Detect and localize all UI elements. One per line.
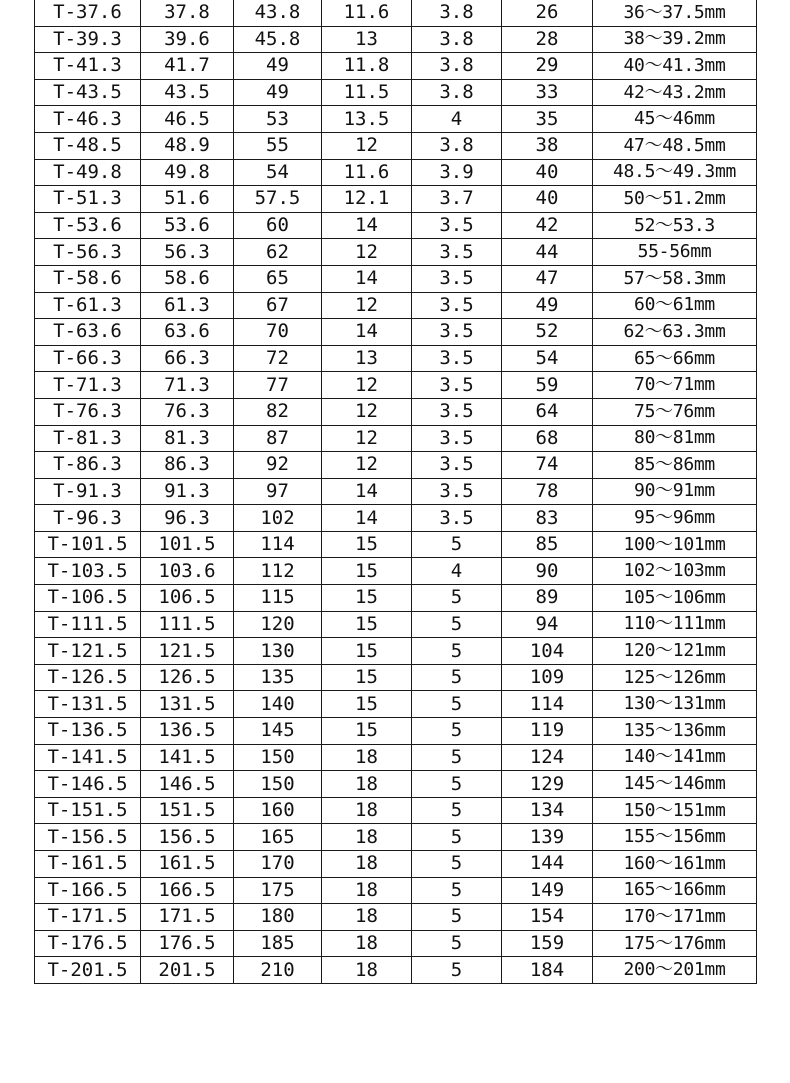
- table-row: [35, 372, 757, 399]
- thickness-cell: 5: [412, 930, 502, 957]
- model-cell: T-48.5: [35, 132, 141, 159]
- thickness-cell: 3.5: [412, 425, 502, 452]
- spec-table: [34, 0, 757, 984]
- model-cell: T-106.5: [35, 585, 141, 612]
- range-cell: 170～171mm: [593, 904, 757, 931]
- table-row: [35, 398, 757, 425]
- size-cell: 83: [502, 505, 593, 532]
- inner-diameter-cell: 161.5: [141, 851, 234, 878]
- outer-diameter-cell: 72: [234, 345, 322, 372]
- model-cell: T-46.3: [35, 106, 141, 133]
- range-cell: 135～136mm: [593, 718, 757, 745]
- thickness-cell: 3.9: [412, 159, 502, 186]
- inner-diameter-cell: 53.6: [141, 212, 234, 239]
- model-cell: T-103.5: [35, 558, 141, 585]
- thickness-cell: 5: [412, 611, 502, 638]
- model-cell: T-37.6: [35, 0, 141, 26]
- outer-diameter-cell: 160: [234, 797, 322, 824]
- width-cell: 18: [322, 824, 412, 851]
- thickness-cell: 3.8: [412, 0, 502, 26]
- range-cell: 36～37.5mm: [593, 0, 757, 26]
- inner-diameter-cell: 71.3: [141, 372, 234, 399]
- inner-diameter-cell: 176.5: [141, 930, 234, 957]
- model-cell: T-41.3: [35, 53, 141, 80]
- size-cell: 154: [502, 904, 593, 931]
- inner-diameter-cell: 166.5: [141, 877, 234, 904]
- range-cell: 120～121mm: [593, 638, 757, 665]
- inner-diameter-cell: 126.5: [141, 664, 234, 691]
- range-cell: 95～96mm: [593, 505, 757, 532]
- model-cell: T-161.5: [35, 851, 141, 878]
- range-cell: 62～63.3mm: [593, 319, 757, 346]
- outer-diameter-cell: 82: [234, 398, 322, 425]
- table-row: [35, 79, 757, 106]
- thickness-cell: 5: [412, 744, 502, 771]
- size-cell: 54: [502, 345, 593, 372]
- width-cell: 15: [322, 585, 412, 612]
- inner-diameter-cell: 91.3: [141, 478, 234, 505]
- size-cell: 40: [502, 159, 593, 186]
- range-cell: 70～71mm: [593, 372, 757, 399]
- outer-diameter-cell: 115: [234, 585, 322, 612]
- range-cell: 40～41.3mm: [593, 53, 757, 80]
- model-cell: T-136.5: [35, 718, 141, 745]
- outer-diameter-cell: 57.5: [234, 186, 322, 213]
- model-cell: T-39.3: [35, 26, 141, 53]
- model-cell: T-111.5: [35, 611, 141, 638]
- size-cell: 114: [502, 691, 593, 718]
- model-cell: T-126.5: [35, 664, 141, 691]
- range-cell: 150～151mm: [593, 797, 757, 824]
- range-cell: 160～161mm: [593, 851, 757, 878]
- thickness-cell: 3.5: [412, 212, 502, 239]
- thickness-cell: 5: [412, 638, 502, 665]
- width-cell: 13: [322, 345, 412, 372]
- thickness-cell: 5: [412, 904, 502, 931]
- model-cell: T-81.3: [35, 425, 141, 452]
- width-cell: 12: [322, 452, 412, 479]
- inner-diameter-cell: 146.5: [141, 771, 234, 798]
- thickness-cell: 3.5: [412, 478, 502, 505]
- outer-diameter-cell: 165: [234, 824, 322, 851]
- thickness-cell: 3.5: [412, 452, 502, 479]
- size-cell: 144: [502, 851, 593, 878]
- thickness-cell: 5: [412, 771, 502, 798]
- width-cell: 15: [322, 638, 412, 665]
- size-cell: 35: [502, 106, 593, 133]
- inner-diameter-cell: 61.3: [141, 292, 234, 319]
- thickness-cell: 5: [412, 691, 502, 718]
- outer-diameter-cell: 55: [234, 132, 322, 159]
- range-cell: 130～131mm: [593, 691, 757, 718]
- size-cell: 109: [502, 664, 593, 691]
- size-cell: 89: [502, 585, 593, 612]
- width-cell: 18: [322, 877, 412, 904]
- inner-diameter-cell: 76.3: [141, 398, 234, 425]
- range-cell: 140～141mm: [593, 744, 757, 771]
- range-cell: 102～103mm: [593, 558, 757, 585]
- width-cell: 15: [322, 691, 412, 718]
- outer-diameter-cell: 120: [234, 611, 322, 638]
- range-cell: 75～76mm: [593, 398, 757, 425]
- range-cell: 90～91mm: [593, 478, 757, 505]
- thickness-cell: 3.5: [412, 239, 502, 266]
- table-row: [35, 611, 757, 638]
- inner-diameter-cell: 37.8: [141, 0, 234, 26]
- size-cell: 90: [502, 558, 593, 585]
- size-cell: 159: [502, 930, 593, 957]
- size-cell: 52: [502, 319, 593, 346]
- model-cell: T-96.3: [35, 505, 141, 532]
- model-cell: T-201.5: [35, 957, 141, 984]
- width-cell: 11.6: [322, 159, 412, 186]
- range-cell: 42～43.2mm: [593, 79, 757, 106]
- model-cell: T-61.3: [35, 292, 141, 319]
- size-cell: 85: [502, 531, 593, 558]
- model-cell: T-86.3: [35, 452, 141, 479]
- width-cell: 13: [322, 26, 412, 53]
- width-cell: 15: [322, 531, 412, 558]
- size-cell: 40: [502, 186, 593, 213]
- spec-table-body: [35, 0, 757, 983]
- outer-diameter-cell: 92: [234, 452, 322, 479]
- inner-diameter-cell: 41.7: [141, 53, 234, 80]
- thickness-cell: 3.5: [412, 372, 502, 399]
- range-cell: 175～176mm: [593, 930, 757, 957]
- table-row: [35, 930, 757, 957]
- thickness-cell: 3.5: [412, 345, 502, 372]
- thickness-cell: 5: [412, 851, 502, 878]
- thickness-cell: 5: [412, 664, 502, 691]
- thickness-cell: 5: [412, 531, 502, 558]
- thickness-cell: 4: [412, 558, 502, 585]
- width-cell: 14: [322, 478, 412, 505]
- width-cell: 14: [322, 505, 412, 532]
- model-cell: T-58.6: [35, 265, 141, 292]
- size-cell: 47: [502, 265, 593, 292]
- table-row: [35, 53, 757, 80]
- inner-diameter-cell: 86.3: [141, 452, 234, 479]
- outer-diameter-cell: 180: [234, 904, 322, 931]
- inner-diameter-cell: 131.5: [141, 691, 234, 718]
- width-cell: 15: [322, 664, 412, 691]
- model-cell: T-63.6: [35, 319, 141, 346]
- outer-diameter-cell: 145: [234, 718, 322, 745]
- outer-diameter-cell: 65: [234, 265, 322, 292]
- size-cell: 42: [502, 212, 593, 239]
- size-cell: 78: [502, 478, 593, 505]
- width-cell: 18: [322, 957, 412, 984]
- table-row: [35, 452, 757, 479]
- thickness-cell: 3.5: [412, 398, 502, 425]
- model-cell: T-56.3: [35, 239, 141, 266]
- range-cell: 48.5～49.3mm: [593, 159, 757, 186]
- size-cell: 44: [502, 239, 593, 266]
- inner-diameter-cell: 56.3: [141, 239, 234, 266]
- model-cell: T-76.3: [35, 398, 141, 425]
- table-row: [35, 292, 757, 319]
- model-cell: T-131.5: [35, 691, 141, 718]
- inner-diameter-cell: 106.5: [141, 585, 234, 612]
- range-cell: 165～166mm: [593, 877, 757, 904]
- range-cell: 155～156mm: [593, 824, 757, 851]
- range-cell: 60～61mm: [593, 292, 757, 319]
- width-cell: 11.8: [322, 53, 412, 80]
- table-row: [35, 664, 757, 691]
- size-cell: 94: [502, 611, 593, 638]
- inner-diameter-cell: 96.3: [141, 505, 234, 532]
- inner-diameter-cell: 46.5: [141, 106, 234, 133]
- table-row: [35, 585, 757, 612]
- width-cell: 15: [322, 718, 412, 745]
- table-row: [35, 132, 757, 159]
- model-cell: T-146.5: [35, 771, 141, 798]
- table-row: [35, 797, 757, 824]
- width-cell: 18: [322, 744, 412, 771]
- range-cell: 85～86mm: [593, 452, 757, 479]
- inner-diameter-cell: 66.3: [141, 345, 234, 372]
- outer-diameter-cell: 53: [234, 106, 322, 133]
- thickness-cell: 5: [412, 585, 502, 612]
- model-cell: T-121.5: [35, 638, 141, 665]
- range-cell: 45～46mm: [593, 106, 757, 133]
- model-cell: T-176.5: [35, 930, 141, 957]
- table-row: [35, 771, 757, 798]
- thickness-cell: 3.5: [412, 265, 502, 292]
- outer-diameter-cell: 43.8: [234, 0, 322, 26]
- inner-diameter-cell: 39.6: [141, 26, 234, 53]
- range-cell: 47～48.5mm: [593, 132, 757, 159]
- size-cell: 104: [502, 638, 593, 665]
- size-cell: 64: [502, 398, 593, 425]
- inner-diameter-cell: 151.5: [141, 797, 234, 824]
- width-cell: 12.1: [322, 186, 412, 213]
- thickness-cell: 5: [412, 957, 502, 984]
- inner-diameter-cell: 121.5: [141, 638, 234, 665]
- model-cell: T-151.5: [35, 797, 141, 824]
- size-cell: 149: [502, 877, 593, 904]
- size-cell: 59: [502, 372, 593, 399]
- width-cell: 12: [322, 398, 412, 425]
- table-row: [35, 744, 757, 771]
- width-cell: 15: [322, 558, 412, 585]
- table-row: [35, 558, 757, 585]
- range-cell: 55-56mm: [593, 239, 757, 266]
- range-cell: 50～51.2mm: [593, 186, 757, 213]
- model-cell: T-66.3: [35, 345, 141, 372]
- outer-diameter-cell: 77: [234, 372, 322, 399]
- width-cell: 14: [322, 319, 412, 346]
- inner-diameter-cell: 51.6: [141, 186, 234, 213]
- outer-diameter-cell: 150: [234, 744, 322, 771]
- model-cell: T-166.5: [35, 877, 141, 904]
- thickness-cell: 3.8: [412, 53, 502, 80]
- size-cell: 38: [502, 132, 593, 159]
- inner-diameter-cell: 101.5: [141, 531, 234, 558]
- model-cell: T-171.5: [35, 904, 141, 931]
- model-cell: T-49.8: [35, 159, 141, 186]
- inner-diameter-cell: 103.6: [141, 558, 234, 585]
- inner-diameter-cell: 48.9: [141, 132, 234, 159]
- inner-diameter-cell: 171.5: [141, 904, 234, 931]
- outer-diameter-cell: 70: [234, 319, 322, 346]
- outer-diameter-cell: 150: [234, 771, 322, 798]
- table-row: [35, 505, 757, 532]
- outer-diameter-cell: 210: [234, 957, 322, 984]
- width-cell: 12: [322, 239, 412, 266]
- table-row: [35, 345, 757, 372]
- model-cell: T-156.5: [35, 824, 141, 851]
- size-cell: 124: [502, 744, 593, 771]
- range-cell: 65～66mm: [593, 345, 757, 372]
- range-cell: 105～106mm: [593, 585, 757, 612]
- model-cell: T-53.6: [35, 212, 141, 239]
- inner-diameter-cell: 81.3: [141, 425, 234, 452]
- table-row: [35, 212, 757, 239]
- outer-diameter-cell: 54: [234, 159, 322, 186]
- size-cell: 68: [502, 425, 593, 452]
- width-cell: 12: [322, 372, 412, 399]
- range-cell: 80～81mm: [593, 425, 757, 452]
- table-row: [35, 239, 757, 266]
- size-cell: 139: [502, 824, 593, 851]
- width-cell: 14: [322, 212, 412, 239]
- width-cell: 11.6: [322, 0, 412, 26]
- size-cell: 29: [502, 53, 593, 80]
- outer-diameter-cell: 130: [234, 638, 322, 665]
- width-cell: 12: [322, 425, 412, 452]
- inner-diameter-cell: 141.5: [141, 744, 234, 771]
- size-cell: 74: [502, 452, 593, 479]
- table-row: [35, 531, 757, 558]
- size-cell: 26: [502, 0, 593, 26]
- outer-diameter-cell: 67: [234, 292, 322, 319]
- thickness-cell: 5: [412, 797, 502, 824]
- inner-diameter-cell: 43.5: [141, 79, 234, 106]
- outer-diameter-cell: 97: [234, 478, 322, 505]
- outer-diameter-cell: 140: [234, 691, 322, 718]
- thickness-cell: 3.7: [412, 186, 502, 213]
- width-cell: 18: [322, 930, 412, 957]
- inner-diameter-cell: 49.8: [141, 159, 234, 186]
- width-cell: 13.5: [322, 106, 412, 133]
- outer-diameter-cell: 114: [234, 531, 322, 558]
- outer-diameter-cell: 49: [234, 53, 322, 80]
- size-cell: 184: [502, 957, 593, 984]
- outer-diameter-cell: 45.8: [234, 26, 322, 53]
- table-row: [35, 904, 757, 931]
- thickness-cell: 3.5: [412, 505, 502, 532]
- table-row: [35, 851, 757, 878]
- table-row: [35, 186, 757, 213]
- outer-diameter-cell: 175: [234, 877, 322, 904]
- width-cell: 14: [322, 265, 412, 292]
- width-cell: 18: [322, 904, 412, 931]
- table-row: [35, 957, 757, 984]
- outer-diameter-cell: 102: [234, 505, 322, 532]
- thickness-cell: 3.5: [412, 292, 502, 319]
- size-cell: 119: [502, 718, 593, 745]
- range-cell: 38～39.2mm: [593, 26, 757, 53]
- outer-diameter-cell: 62: [234, 239, 322, 266]
- outer-diameter-cell: 49: [234, 79, 322, 106]
- outer-diameter-cell: 60: [234, 212, 322, 239]
- model-cell: T-91.3: [35, 478, 141, 505]
- table-row: [35, 0, 757, 26]
- width-cell: 18: [322, 797, 412, 824]
- thickness-cell: 5: [412, 824, 502, 851]
- thickness-cell: 3.5: [412, 319, 502, 346]
- inner-diameter-cell: 201.5: [141, 957, 234, 984]
- model-cell: T-51.3: [35, 186, 141, 213]
- outer-diameter-cell: 185: [234, 930, 322, 957]
- range-cell: 125～126mm: [593, 664, 757, 691]
- outer-diameter-cell: 112: [234, 558, 322, 585]
- inner-diameter-cell: 111.5: [141, 611, 234, 638]
- outer-diameter-cell: 87: [234, 425, 322, 452]
- model-cell: T-141.5: [35, 744, 141, 771]
- thickness-cell: 5: [412, 718, 502, 745]
- thickness-cell: 4: [412, 106, 502, 133]
- model-cell: T-71.3: [35, 372, 141, 399]
- inner-diameter-cell: 156.5: [141, 824, 234, 851]
- range-cell: 110～111mm: [593, 611, 757, 638]
- table-row: [35, 638, 757, 665]
- width-cell: 18: [322, 771, 412, 798]
- size-cell: 134: [502, 797, 593, 824]
- outer-diameter-cell: 170: [234, 851, 322, 878]
- size-cell: 49: [502, 292, 593, 319]
- model-cell: T-101.5: [35, 531, 141, 558]
- inner-diameter-cell: 63.6: [141, 319, 234, 346]
- table-row: [35, 718, 757, 745]
- width-cell: 12: [322, 292, 412, 319]
- width-cell: 12: [322, 132, 412, 159]
- table-row: [35, 159, 757, 186]
- size-cell: 33: [502, 79, 593, 106]
- thickness-cell: 5: [412, 877, 502, 904]
- thickness-cell: 3.8: [412, 26, 502, 53]
- model-cell: T-43.5: [35, 79, 141, 106]
- table-row: [35, 691, 757, 718]
- table-row: [35, 319, 757, 346]
- table-row: [35, 478, 757, 505]
- table-row: [35, 425, 757, 452]
- range-cell: 200～201mm: [593, 957, 757, 984]
- range-cell: 145～146mm: [593, 771, 757, 798]
- table-row: [35, 877, 757, 904]
- range-cell: 52～53.3: [593, 212, 757, 239]
- outer-diameter-cell: 135: [234, 664, 322, 691]
- width-cell: 15: [322, 611, 412, 638]
- range-cell: 57～58.3mm: [593, 265, 757, 292]
- table-row: [35, 106, 757, 133]
- width-cell: 11.5: [322, 79, 412, 106]
- table-row: [35, 265, 757, 292]
- thickness-cell: 3.8: [412, 132, 502, 159]
- width-cell: 18: [322, 851, 412, 878]
- inner-diameter-cell: 136.5: [141, 718, 234, 745]
- thickness-cell: 3.8: [412, 79, 502, 106]
- table-row: [35, 824, 757, 851]
- inner-diameter-cell: 58.6: [141, 265, 234, 292]
- range-cell: 100～101mm: [593, 531, 757, 558]
- size-cell: 28: [502, 26, 593, 53]
- size-cell: 129: [502, 771, 593, 798]
- table-row: [35, 26, 757, 53]
